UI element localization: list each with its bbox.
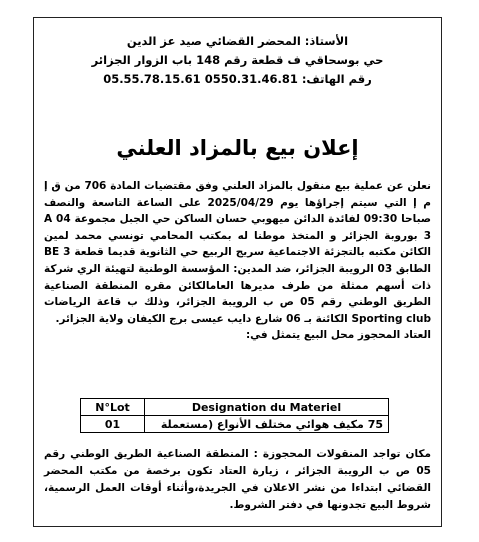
table-row [81,416,389,433]
notice-paragraph: نعلن عن عملية بيع منقول بالمزاد العلني وفق مقتضيات المادة 706 من ق إ م إ التي سيتم إجراؤها يوم 2025/04/29 على الساعة التاسعة والنصف صباحا 09:30 لفائدة الدائن ميهوبي حسان الساكن حي الجبل مجموعة 04 A 3 بوروبة الجزائر و المتخذ موطنا له بمكتب المحامي تونسي محمد لمين الكائن مكتبه بالتجزئة الاجتماعية سريج الربيع حي الثانوية قديما قطعة 3 BE الطابق 03 الرويبة الجزائر، ضد المدين: المؤسسة الوطنية لتهيئة الري شركة ذات أسهم ممثلة من طرف مديرها العامالكائن مقره المنطقة الصناعية الطريق الوطني رقم 05 ص ب الرويبة الجزائر، وذلك ب قاعة الرياضات Sporting club الكائنة بـ 06 شارع دايب عيسى برج الكيفان ولاية الجزائر. [44,180,432,325]
designation-cell: 75 مكيف هوائي مختلف الأنواع (مستعملة [145,416,389,433]
location-paragraph: مكان تواجد المنقولات المحجوزة : المنطقة الصناعية الطريق الوطني رقم 05 ص ب الرويبة الجزائر ، زيارة العتاد تكون برخصة من مكتب المحضر القضائي ابتداءا من نشر الاعلان في الجريدة،وأثناء أوقات العمل الرسمية، شروط البيع تجدونها في دفتر الشروط. [44,448,431,511]
notice-frame [33,17,442,527]
bailiff-address: حي بوسحاقي ف قطعة رقم 148 باب الزوار الجزائر [91,53,384,67]
notice-title: إعلان بيع بالمزاد العلني [116,136,359,160]
bailiff-phone: رقم الهاتف: 0550.31.46.81 05.55.78.15.61 [103,72,372,86]
bailiff-name: الأستاذ: المحضر القضائي صيد عز الدين [126,34,349,48]
lot-number-cell: 01 [81,416,145,433]
seized-items-intro: العتاد المحجوز محل البيع يتمثل في: [245,329,431,342]
notice-footer [44,446,431,514]
bailiff-header [34,32,441,89]
notice-body [44,178,431,344]
table-header-row [81,399,389,416]
lots-table [80,398,389,433]
lot-number-header: N°Lot [81,399,145,416]
designation-header: Designation du Materiel [145,399,389,416]
